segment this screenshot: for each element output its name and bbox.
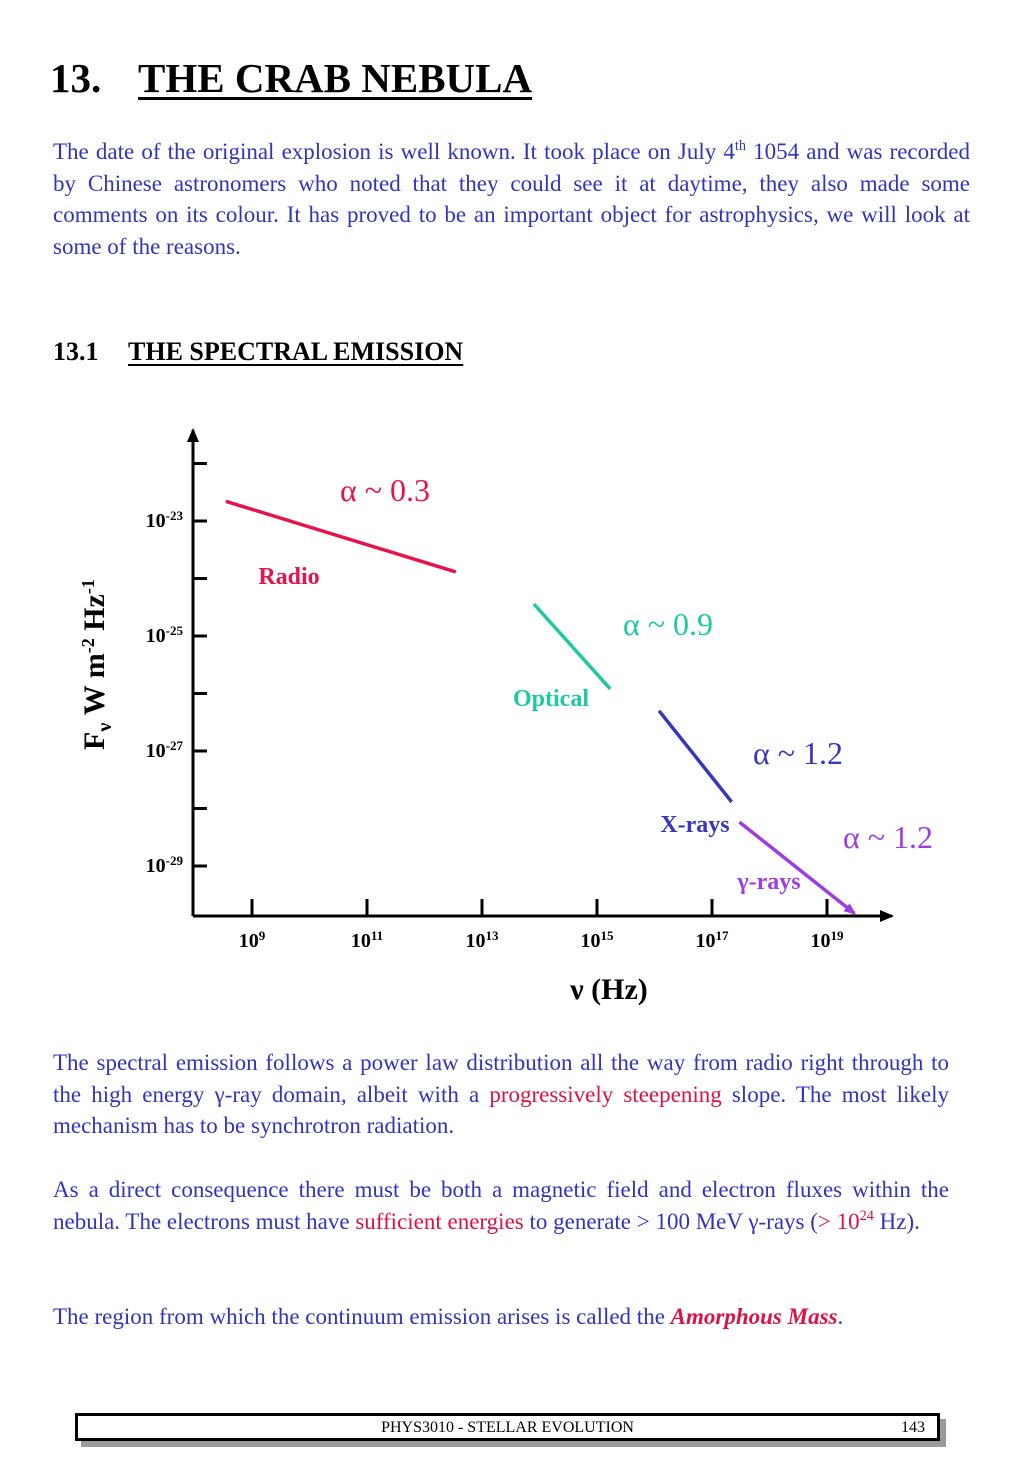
y-axis-title: $F_\nu$ W $m^{-2}$ $Hz^{-1}$: [78, 579, 116, 750]
section-heading: [53, 337, 463, 367]
series-name-label: Optical: [513, 686, 589, 712]
intro-text-1: The date of the original explosion is well known. It took place on July 4: [53, 139, 735, 164]
p2-text-2: to generate > 100 MeV γ-rays (: [523, 1208, 818, 1234]
page-number: 143: [901, 1419, 925, 1436]
chapter-number: 13.: [50, 55, 102, 101]
alpha-label: α ~ 1.2: [752, 735, 844, 771]
series-line-1: [226, 501, 456, 572]
consequence-paragraph: [53, 1174, 949, 1237]
y-tick-label: $10^{-27}$: [145, 738, 183, 762]
series-name-label: Radio: [258, 564, 320, 590]
series-name-label: X-rays: [660, 812, 730, 838]
section-title: THE SPECTRAL EMISSION: [128, 337, 464, 366]
intro-superscript: th: [734, 138, 746, 155]
intro-text-2: 1054 and was recorded by Chinese astronomers who noted that they could see it at daytime, they also made some comments on its colour. It has proved to be an important object for astrophysics, we will look at some of the reasons.: [53, 139, 970, 259]
section-number: 13.1: [53, 337, 99, 366]
x-tick-label: $10^{15}$: [580, 928, 614, 952]
synchrotron-paragraph: [53, 1047, 949, 1142]
p2-superscript: 24: [859, 1207, 874, 1224]
p2-text-1: As a direct consequence there must be both a magnetic field and electron fluxes within the nebula. The electrons must have: [53, 1177, 949, 1234]
series-name-label: γ-rays: [737, 869, 801, 895]
series-line-4: [739, 822, 854, 913]
y-tick-label: $10^{-23}$: [145, 508, 183, 532]
p2-highlight-2: > 10: [817, 1208, 860, 1234]
intro-paragraph: [53, 136, 970, 262]
x-tick-label: $10^{17}$: [695, 928, 729, 952]
x-tick-label: $10^9$: [238, 928, 266, 952]
p1-text-2: slope. The most likely mechanism has to be synchrotron radiation.: [53, 1081, 949, 1138]
course-title: PHYS3010 - STELLAR EVOLUTION: [381, 1419, 634, 1436]
alpha-label: α ~ 1.2: [842, 819, 934, 855]
p2-text-3: Hz).: [873, 1208, 920, 1234]
spectral-emission-chart: [0, 400, 1024, 1020]
amorphous-mass-term: Amorphous Mass: [670, 1304, 838, 1329]
page-footer: [75, 1413, 940, 1441]
chapter-heading: [50, 54, 532, 102]
x-tick-label: $10^{11}$: [350, 928, 384, 952]
p1-text-1: The spectral emission follows a power law distribution all the way from radio right through to the high energy γ-ray domain, albeit with a: [53, 1050, 949, 1107]
y-tick-label: $10^{-25}$: [145, 623, 183, 647]
alpha-label: α ~ 0.3: [339, 472, 431, 508]
chapter-title: THE CRAB NEBULA: [138, 55, 533, 101]
series-line-2: [534, 604, 610, 689]
p3-text-1: The region from which the continuum emission arises is called the: [53, 1304, 671, 1329]
p3-text-2: .: [837, 1304, 844, 1329]
x-tick-label: $10^{19}$: [810, 928, 844, 952]
p2-highlight-1: sufficient energies: [355, 1208, 524, 1234]
amorphous-mass-paragraph: [53, 1301, 949, 1333]
series-line-3: [659, 711, 732, 802]
x-axis-title: ν (Hz): [570, 973, 648, 1006]
alpha-label: α ~ 0.9: [622, 606, 714, 642]
x-tick-label: $10^{13}$: [465, 928, 499, 952]
p1-highlight: progressively steepening: [489, 1081, 722, 1107]
y-tick-label: $10^{-29}$: [145, 853, 183, 877]
